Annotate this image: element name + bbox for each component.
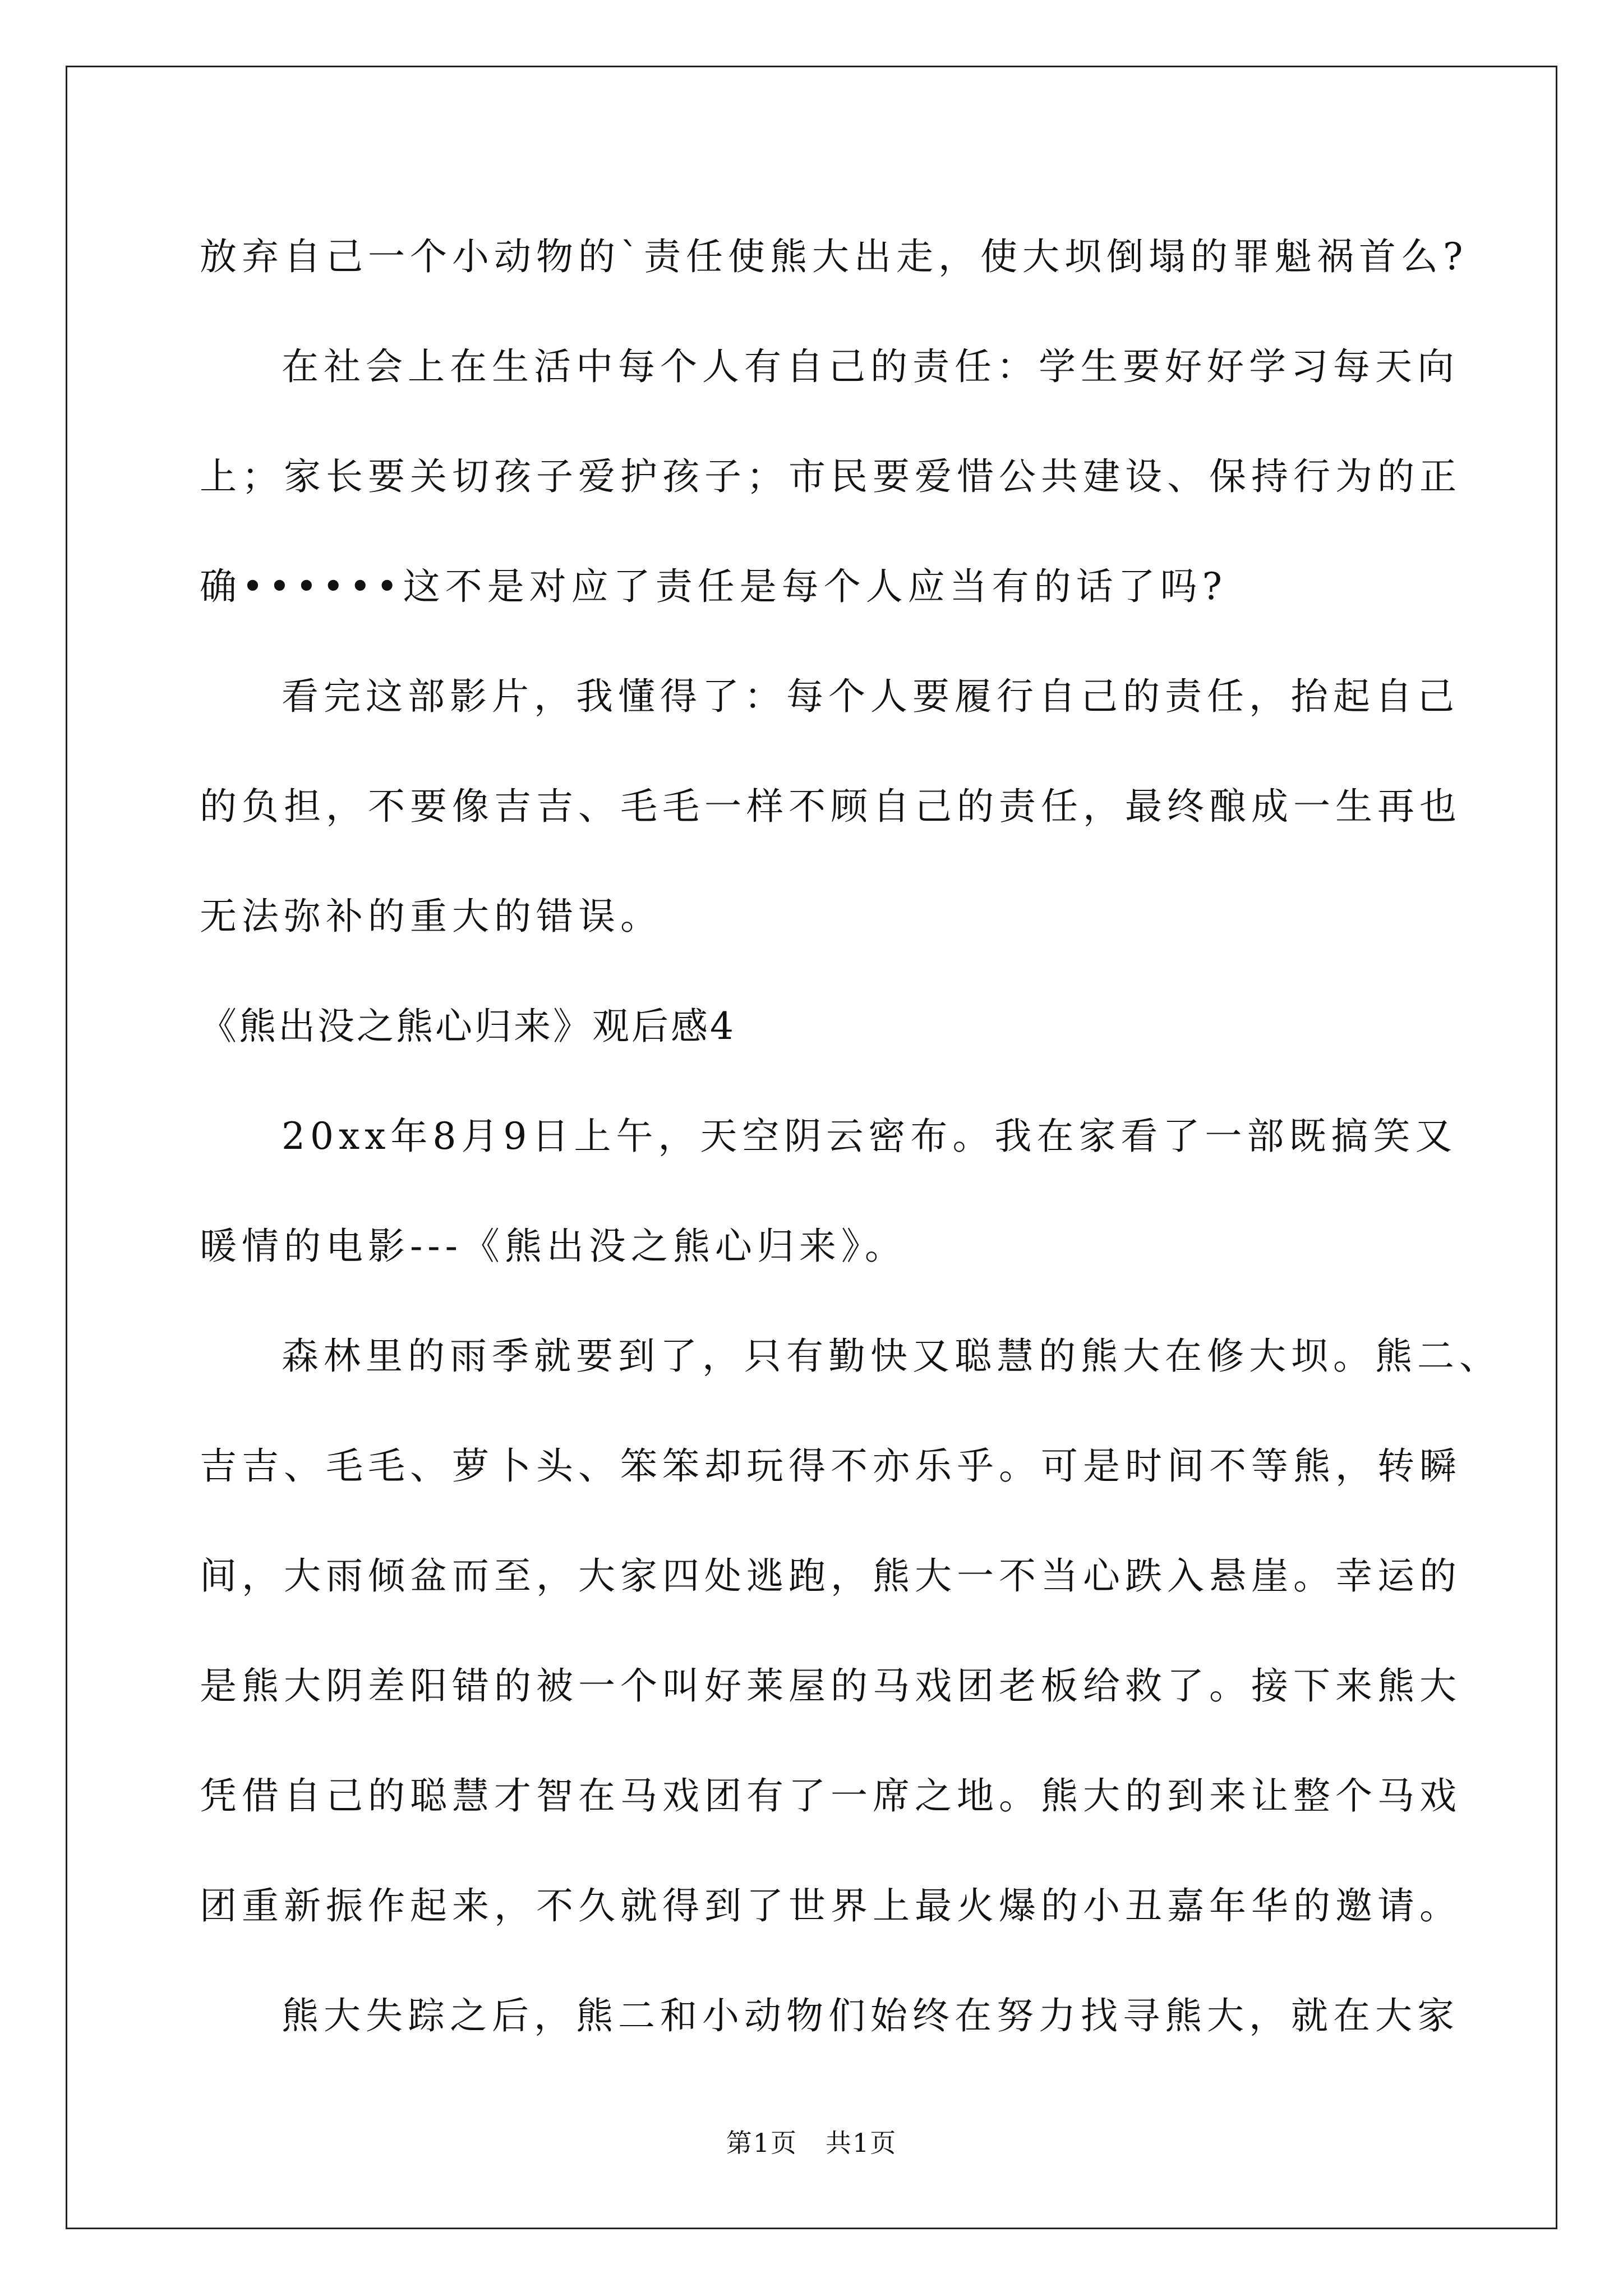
text-line: 吉吉、毛毛、萝卜头、笨笨却玩得不亦乐乎。可是时间不等熊，转瞬 [200, 1444, 1461, 1488]
text-line: 无法弥补的重大的错误。 [200, 895, 662, 938]
document-body [200, 202, 1501, 2071]
text-line: 上；家长要关切孩子爱护孩子；市民要爱惜公共建设、保持行为的正 [200, 455, 1461, 498]
page-footer [0, 2126, 1623, 2160]
text-line: 的负担，不要像吉吉、毛毛一样不顾自己的责任，最终酿成一生再也 [200, 785, 1461, 828]
section-heading: 《熊出没之熊心归来》观后感4 [200, 1005, 736, 1048]
text-line: 凭借自己的聪慧才智在马戏团有了一席之地。熊大的到来让整个马戏 [200, 1774, 1461, 1818]
text-line: 间，大雨倾盆而至，大家四处逃跑，熊大一不当心跌入悬崖。幸运的 [200, 1554, 1461, 1598]
text-line: 团重新振作起来，不久就得到了世界上最火爆的小丑嘉年华的邀请。 [200, 1884, 1461, 1927]
page-number: 第1页 [726, 2128, 797, 2158]
text-line: 20xx年8月9日上午，天空阴云密布。我在家看了一部既搞笑又 [282, 1115, 1458, 1158]
text-line: 在社会上在生活中每个人有自己的责任：学生要好好学习每天向 [282, 345, 1459, 388]
text-line: 放弃自己一个小动物的`责任使熊大出走，使大坝倒塌的罪魁祸首么? [200, 235, 1468, 278]
text-line: 看完这部影片，我懂得了：每个人要履行自己的责任，抬起自己 [282, 675, 1459, 718]
text-line: 是熊大阴差阳错的被一个叫好莱屋的马戏团老板给救了。接下来熊大 [200, 1664, 1461, 1708]
page-total: 共1页 [826, 2128, 897, 2158]
text-line: 暖情的电影---《熊出没之熊心归来》。 [200, 1225, 907, 1268]
text-line: 森林里的雨季就要到了，只有勤快又聪慧的熊大在修大坝。熊二、 [282, 1335, 1501, 1378]
text-line: 熊大失踪之后，熊二和小动物们始终在努力找寻熊大，就在大家 [282, 1994, 1459, 2037]
text-line: 确••••••这不是对应了责任是每个人应当有的话了吗? [200, 565, 1227, 608]
